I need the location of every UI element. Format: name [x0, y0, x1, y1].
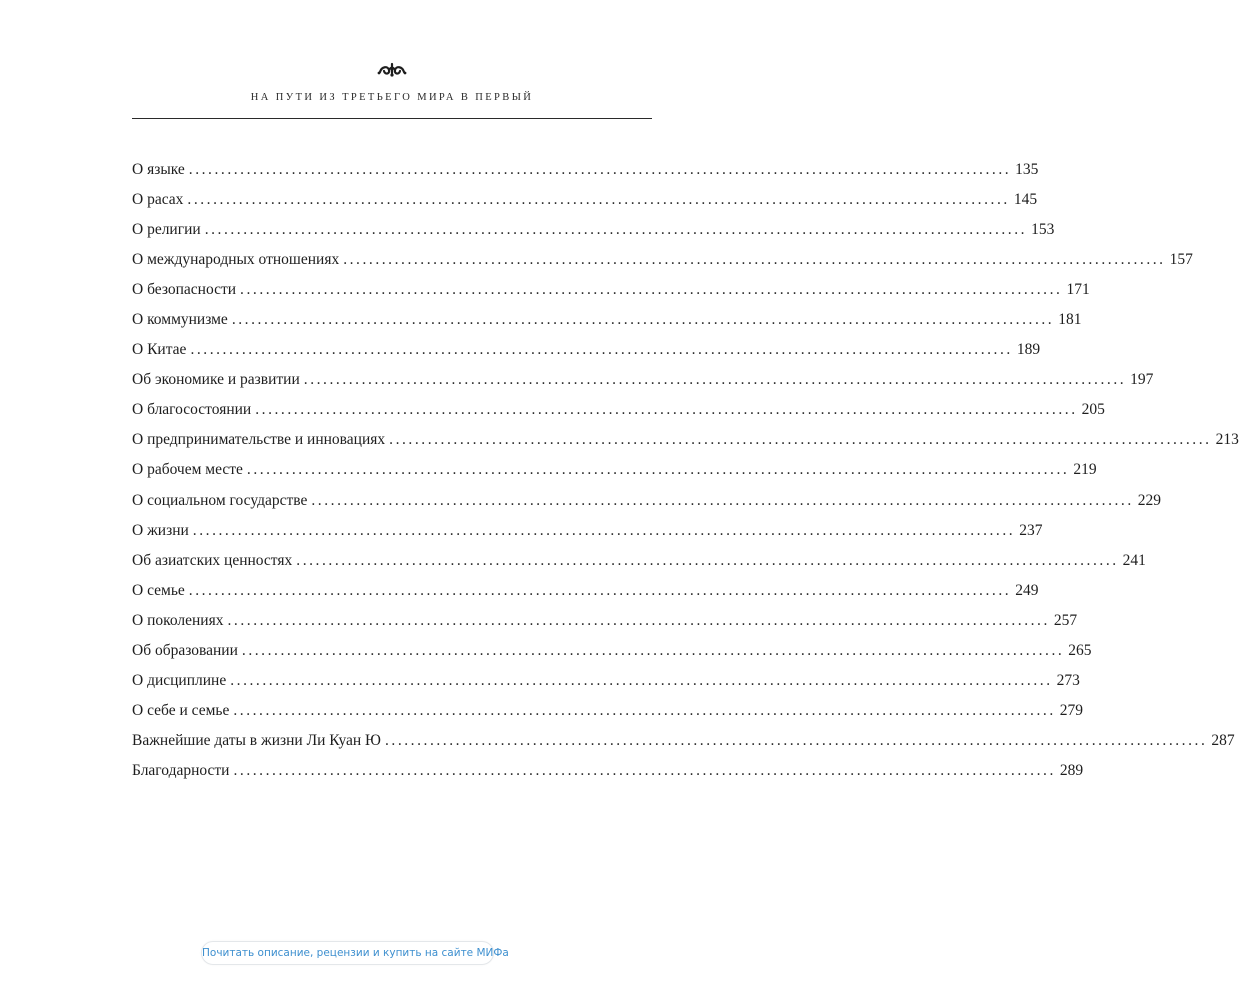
toc-entry-page-number: 273: [1056, 671, 1080, 689]
toc-entry-title: О международных отношениях: [132, 251, 340, 269]
toc-entry-title: О Китае: [132, 341, 187, 359]
toc-entry-page-number: 257: [1053, 611, 1078, 629]
dot-leader: ................................................................................................................................: [296, 551, 1119, 569]
dot-leader: ................................................................................................................................: [246, 461, 1070, 479]
running-title: НА ПУТИ ИЗ ТРЕТЬЕГО МИРА В ПЕРВЫЙ: [250, 92, 534, 103]
toc-entry-title: О благосостоянии: [132, 401, 252, 419]
shop-link-button[interactable]: Почитать описание, рецензии и купить на сайте МИФа: [201, 941, 494, 965]
header-divider: [132, 118, 652, 119]
toc-entry-title: О расах: [132, 191, 184, 209]
toc-entry-page-number: 249: [1015, 581, 1039, 599]
dot-leader: ................................................................................................................................: [204, 221, 1028, 239]
toc-entry-page-number: 205: [1081, 401, 1105, 419]
dot-leader: ................................................................................................................................: [389, 431, 1212, 449]
toc-entry-page-number: 279: [1059, 701, 1083, 719]
toc-entry-title: О семье: [132, 581, 185, 599]
dot-leader: ................................................................................................................................: [241, 641, 1065, 659]
toc-entry-page-number: 181: [1058, 311, 1082, 329]
toc-entry-title: Важнейшие даты в жизни Ли Куан Ю: [132, 731, 381, 749]
toc-entry: [132, 159, 1039, 189]
toc-entry-title: О себе и семье: [132, 701, 230, 719]
dot-leader: ................................................................................................................................: [384, 731, 1208, 749]
toc-entry-page-number: 171: [1066, 281, 1090, 299]
dot-leader: ................................................................................................................................: [343, 251, 1166, 269]
dot-leader: ................................................................................................................................: [255, 401, 1078, 419]
toc-entry: [132, 670, 1080, 700]
dot-leader: ................................................................................................................................: [188, 581, 1012, 599]
toc-entry-title: О дисциплине: [132, 671, 227, 689]
toc-entry-page-number: 153: [1031, 221, 1055, 239]
dot-leader: ................................................................................................................................: [303, 371, 1127, 389]
dot-leader: ................................................................................................................................: [311, 491, 1134, 509]
toc-entry: [132, 610, 1078, 640]
toc-entry-title: Благодарности: [132, 761, 230, 779]
toc-entry-page-number: 265: [1068, 641, 1092, 659]
toc-entry: [132, 730, 1235, 760]
dot-leader: ................................................................................................................................: [192, 521, 1016, 539]
toc-entry: [132, 550, 1146, 580]
toc-entry-page-number: 135: [1015, 161, 1039, 178]
toc-entry: [132, 429, 1239, 459]
toc-entry: [132, 640, 1092, 670]
toc-entry-title: Об экономике и развитии: [132, 371, 300, 389]
toc-entry: [132, 700, 1083, 730]
dot-leader: ................................................................................................................................: [230, 671, 1053, 689]
toc-entry-title: О рабочем месте: [132, 461, 243, 479]
toc-entry-title: О поколениях: [132, 611, 224, 629]
toc-entry-title: О жизни: [132, 521, 189, 539]
toc-entry-page-number: 219: [1073, 461, 1097, 479]
toc-entry-page-number: 237: [1019, 521, 1043, 539]
toc-entry-page-number: 213: [1215, 431, 1239, 449]
toc-entry-page-number: 241: [1122, 551, 1146, 569]
toc-entry-title: О языке: [132, 161, 185, 178]
toc-entry-title: О предпринимательстве и инновациях: [132, 431, 386, 449]
toc-entry-page-number: 189: [1016, 341, 1041, 359]
toc-entry-page-number: 197: [1130, 371, 1154, 389]
toc-entry: [132, 249, 1193, 279]
toc-entry: [132, 339, 1041, 369]
toc-entry-page-number: 145: [1013, 191, 1038, 209]
toc-entry: [132, 309, 1082, 339]
toc-entry-title: О социальном государстве: [132, 491, 308, 509]
toc-entry: [132, 399, 1105, 429]
toc-entry: [132, 760, 1084, 790]
dot-leader: ................................................................................................................................: [233, 761, 1056, 779]
toc-entry-page-number: 289: [1059, 761, 1084, 779]
toc-entry-page-number: 287: [1211, 731, 1235, 749]
toc-entry-title: О безопасности: [132, 281, 237, 299]
toc-entry-title: О религии: [132, 221, 201, 239]
dot-leader: ................................................................................................................................: [190, 341, 1013, 359]
dot-leader: ................................................................................................................................: [233, 701, 1056, 719]
toc-entry: [132, 520, 1043, 550]
dot-leader: ................................................................................................................................: [227, 611, 1050, 629]
toc-entry-title: Об азиатских ценностях: [132, 551, 293, 569]
toc-entry: [132, 219, 1055, 249]
toc-entry-page-number: 229: [1137, 491, 1162, 509]
dot-leader: ................................................................................................................................: [231, 311, 1055, 329]
flourish-icon: [376, 58, 408, 80]
toc-entry: [132, 279, 1090, 309]
toc-entry: [132, 459, 1097, 489]
toc-entry: [132, 189, 1038, 219]
toc-entry: [132, 369, 1154, 399]
toc-entry: [132, 490, 1162, 520]
dot-leader: ................................................................................................................................: [187, 191, 1010, 209]
table-of-contents: [132, 159, 1239, 790]
dot-leader: ................................................................................................................................: [188, 161, 1012, 178]
toc-entry-title: О коммунизме: [132, 311, 228, 329]
dot-leader: ................................................................................................................................: [240, 281, 1063, 299]
toc-entry: [132, 580, 1039, 610]
toc-entry-page-number: 157: [1169, 251, 1193, 269]
toc-entry-title: Об образовании: [132, 641, 238, 659]
